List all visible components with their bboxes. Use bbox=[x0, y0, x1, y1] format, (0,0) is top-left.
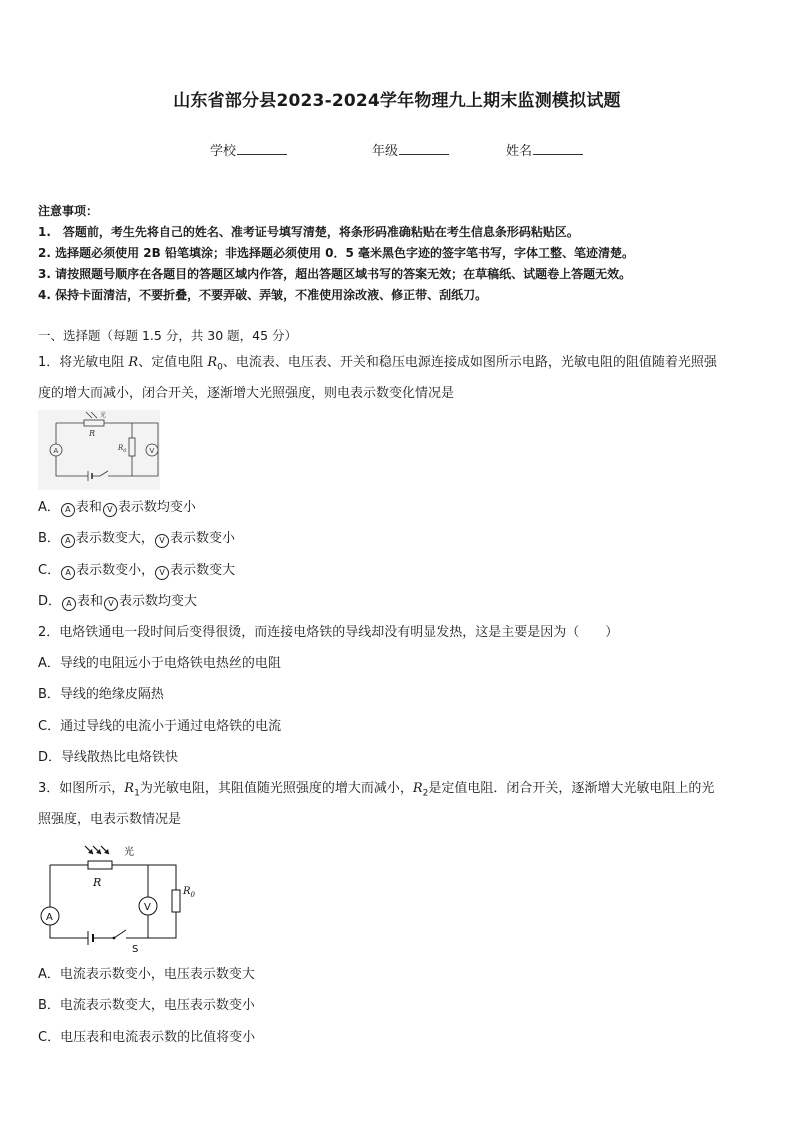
q2-option-a[interactable]: A．导线的电阻远小于电烙铁电热丝的电阻 bbox=[38, 656, 281, 671]
notice-item-2: 2. 选择题必须使用 2B 铅笔填涂；非选择题必须使用 0．5 毫米黑色字迹的签字笔书写，字体工整、笔迹清楚。 bbox=[38, 246, 634, 260]
voltmeter-icon: V bbox=[155, 534, 169, 548]
q1-option-a[interactable]: A． A 表和 V 表示数均变小 bbox=[38, 500, 196, 515]
q1-text-1: 1．将光敏电阻 bbox=[38, 355, 129, 370]
voltmeter-icon: V bbox=[155, 566, 169, 580]
q1-fig-r0-label: $R_0$ bbox=[118, 444, 127, 454]
q1-circuit-figure bbox=[38, 410, 160, 490]
q3-voltmeter-label: V bbox=[144, 902, 151, 913]
notice-item-3: 3. 请按照题号顺序在各题目的答题区域内作答，超出答题区域书写的答案无效；在草稿纸、试题卷上答题无效。 bbox=[38, 267, 632, 281]
ammeter-icon: A bbox=[61, 566, 75, 580]
q1-voltmeter-label: V bbox=[149, 447, 155, 455]
q2-option-c[interactable]: C．通过导线的电流小于通过电烙铁的电流 bbox=[38, 719, 282, 734]
name-field bbox=[506, 140, 583, 159]
school-field bbox=[210, 140, 287, 159]
q1-ammeter-label: A bbox=[53, 447, 59, 455]
q3-sub-2: 2 bbox=[422, 788, 429, 799]
q3-circuit-figure bbox=[38, 842, 208, 954]
q1-var-r0: R bbox=[207, 355, 218, 370]
q3-text-2: 为光敏电阻，其阻值随光照强度的增大而减小， bbox=[139, 781, 413, 796]
notice-item-1: 1. 答题前，考生先将自己的姓名、准考证号填写清楚，将条形码准确粘贴在考生信息条形码粘贴区。 bbox=[38, 225, 579, 239]
name-blank bbox=[533, 142, 583, 155]
grade-label: 年级 bbox=[372, 144, 399, 159]
notice-item-4: 4. 保持卡面清洁，不要折叠，不要弄破、弄皱，不准使用涂改液、修正带、刮纸刀。 bbox=[38, 288, 488, 302]
ammeter-icon: A bbox=[61, 534, 75, 548]
q1-fig-light-label: 光 bbox=[100, 412, 107, 419]
q1-sub-0: 0 bbox=[217, 362, 223, 373]
q3-fig-light-label: 光 bbox=[124, 847, 134, 858]
q3-wire-left bbox=[50, 865, 88, 938]
q1-var-r: R bbox=[128, 355, 139, 370]
q3-var-r2: R bbox=[412, 781, 423, 796]
q3-text-3: 是定值电阻．闭合开关，逐渐增大光敏电阻上的光 bbox=[428, 781, 715, 796]
q3-resistor-r0 bbox=[172, 890, 180, 912]
q1-option-b[interactable]: B． A 表示数变大， V 表示数变小 bbox=[38, 531, 235, 546]
q3-option-c[interactable]: C．电压表和电流表示数的比值将变小 bbox=[38, 1030, 256, 1045]
q1-line-1 bbox=[38, 354, 717, 377]
ammeter-icon: A bbox=[61, 503, 75, 517]
school-label: 学校 bbox=[210, 144, 237, 159]
q3-text-1: 3．如图所示， bbox=[38, 781, 125, 796]
grade-field bbox=[372, 140, 449, 159]
school-blank bbox=[237, 142, 287, 155]
q3-fig-s-label: S bbox=[132, 944, 139, 954]
q3-ammeter-label: A bbox=[46, 912, 53, 923]
ammeter-icon: A bbox=[62, 597, 76, 611]
exam-title: 山东省部分县2023-2024学年物理九上期末监测模拟试题 bbox=[173, 91, 621, 111]
q1-text-2: 、定值电阻 bbox=[138, 355, 208, 370]
notice-heading: 注意事项： bbox=[38, 204, 99, 218]
q3-option-b[interactable]: B．电流表示数变大，电压表示数变小 bbox=[38, 998, 255, 1013]
q3-fig-r-label: R bbox=[93, 876, 102, 889]
q3-switch bbox=[114, 930, 126, 938]
q1-option-d[interactable]: D． A 表和 V 表示数均变大 bbox=[38, 594, 198, 609]
grade-blank bbox=[399, 142, 449, 155]
q3-var-r1: R bbox=[124, 781, 135, 796]
q2-option-d[interactable]: D．导线散热比电烙铁快 bbox=[38, 750, 179, 765]
q3-line-1 bbox=[38, 780, 714, 803]
q1-line-2: 度的增大而减小，闭合开关，逐渐增大光照强度，则电表示数变化情况是 bbox=[38, 386, 455, 401]
q1-text-3: 、电流表、电压表、开关和稳压电源连接成如图所示电路，光敏电阻的阻值随着光照强 bbox=[222, 355, 717, 370]
voltmeter-icon: V bbox=[104, 597, 118, 611]
section-heading: 一、选择题（每题 1.5 分，共 30 题，45 分） bbox=[38, 328, 298, 343]
q1-option-c[interactable]: C． A 表示数变小， V 表示数变大 bbox=[38, 563, 236, 578]
q1-resistor-r0 bbox=[129, 438, 135, 456]
q3-line-2: 照强度，电表示数情况是 bbox=[38, 812, 182, 827]
q3-photoresistor bbox=[88, 861, 112, 869]
q1-fig-r-label: R bbox=[89, 429, 96, 438]
q2-option-b[interactable]: B．导线的绝缘皮隔热 bbox=[38, 687, 164, 702]
name-label: 姓名 bbox=[506, 144, 533, 159]
q3-sub-1: 1 bbox=[134, 788, 140, 799]
q2-text: 2．电烙铁通电一段时间后变得很烫，而连接电烙铁的导线却没有明显发热，这是主要是因为（ ） bbox=[38, 625, 619, 640]
voltmeter-icon: V bbox=[103, 503, 117, 517]
q3-option-a[interactable]: A．电流表示数变小，电压表示数变大 bbox=[38, 967, 255, 982]
q3-fig-r0-label: $R_0$ bbox=[183, 886, 195, 899]
